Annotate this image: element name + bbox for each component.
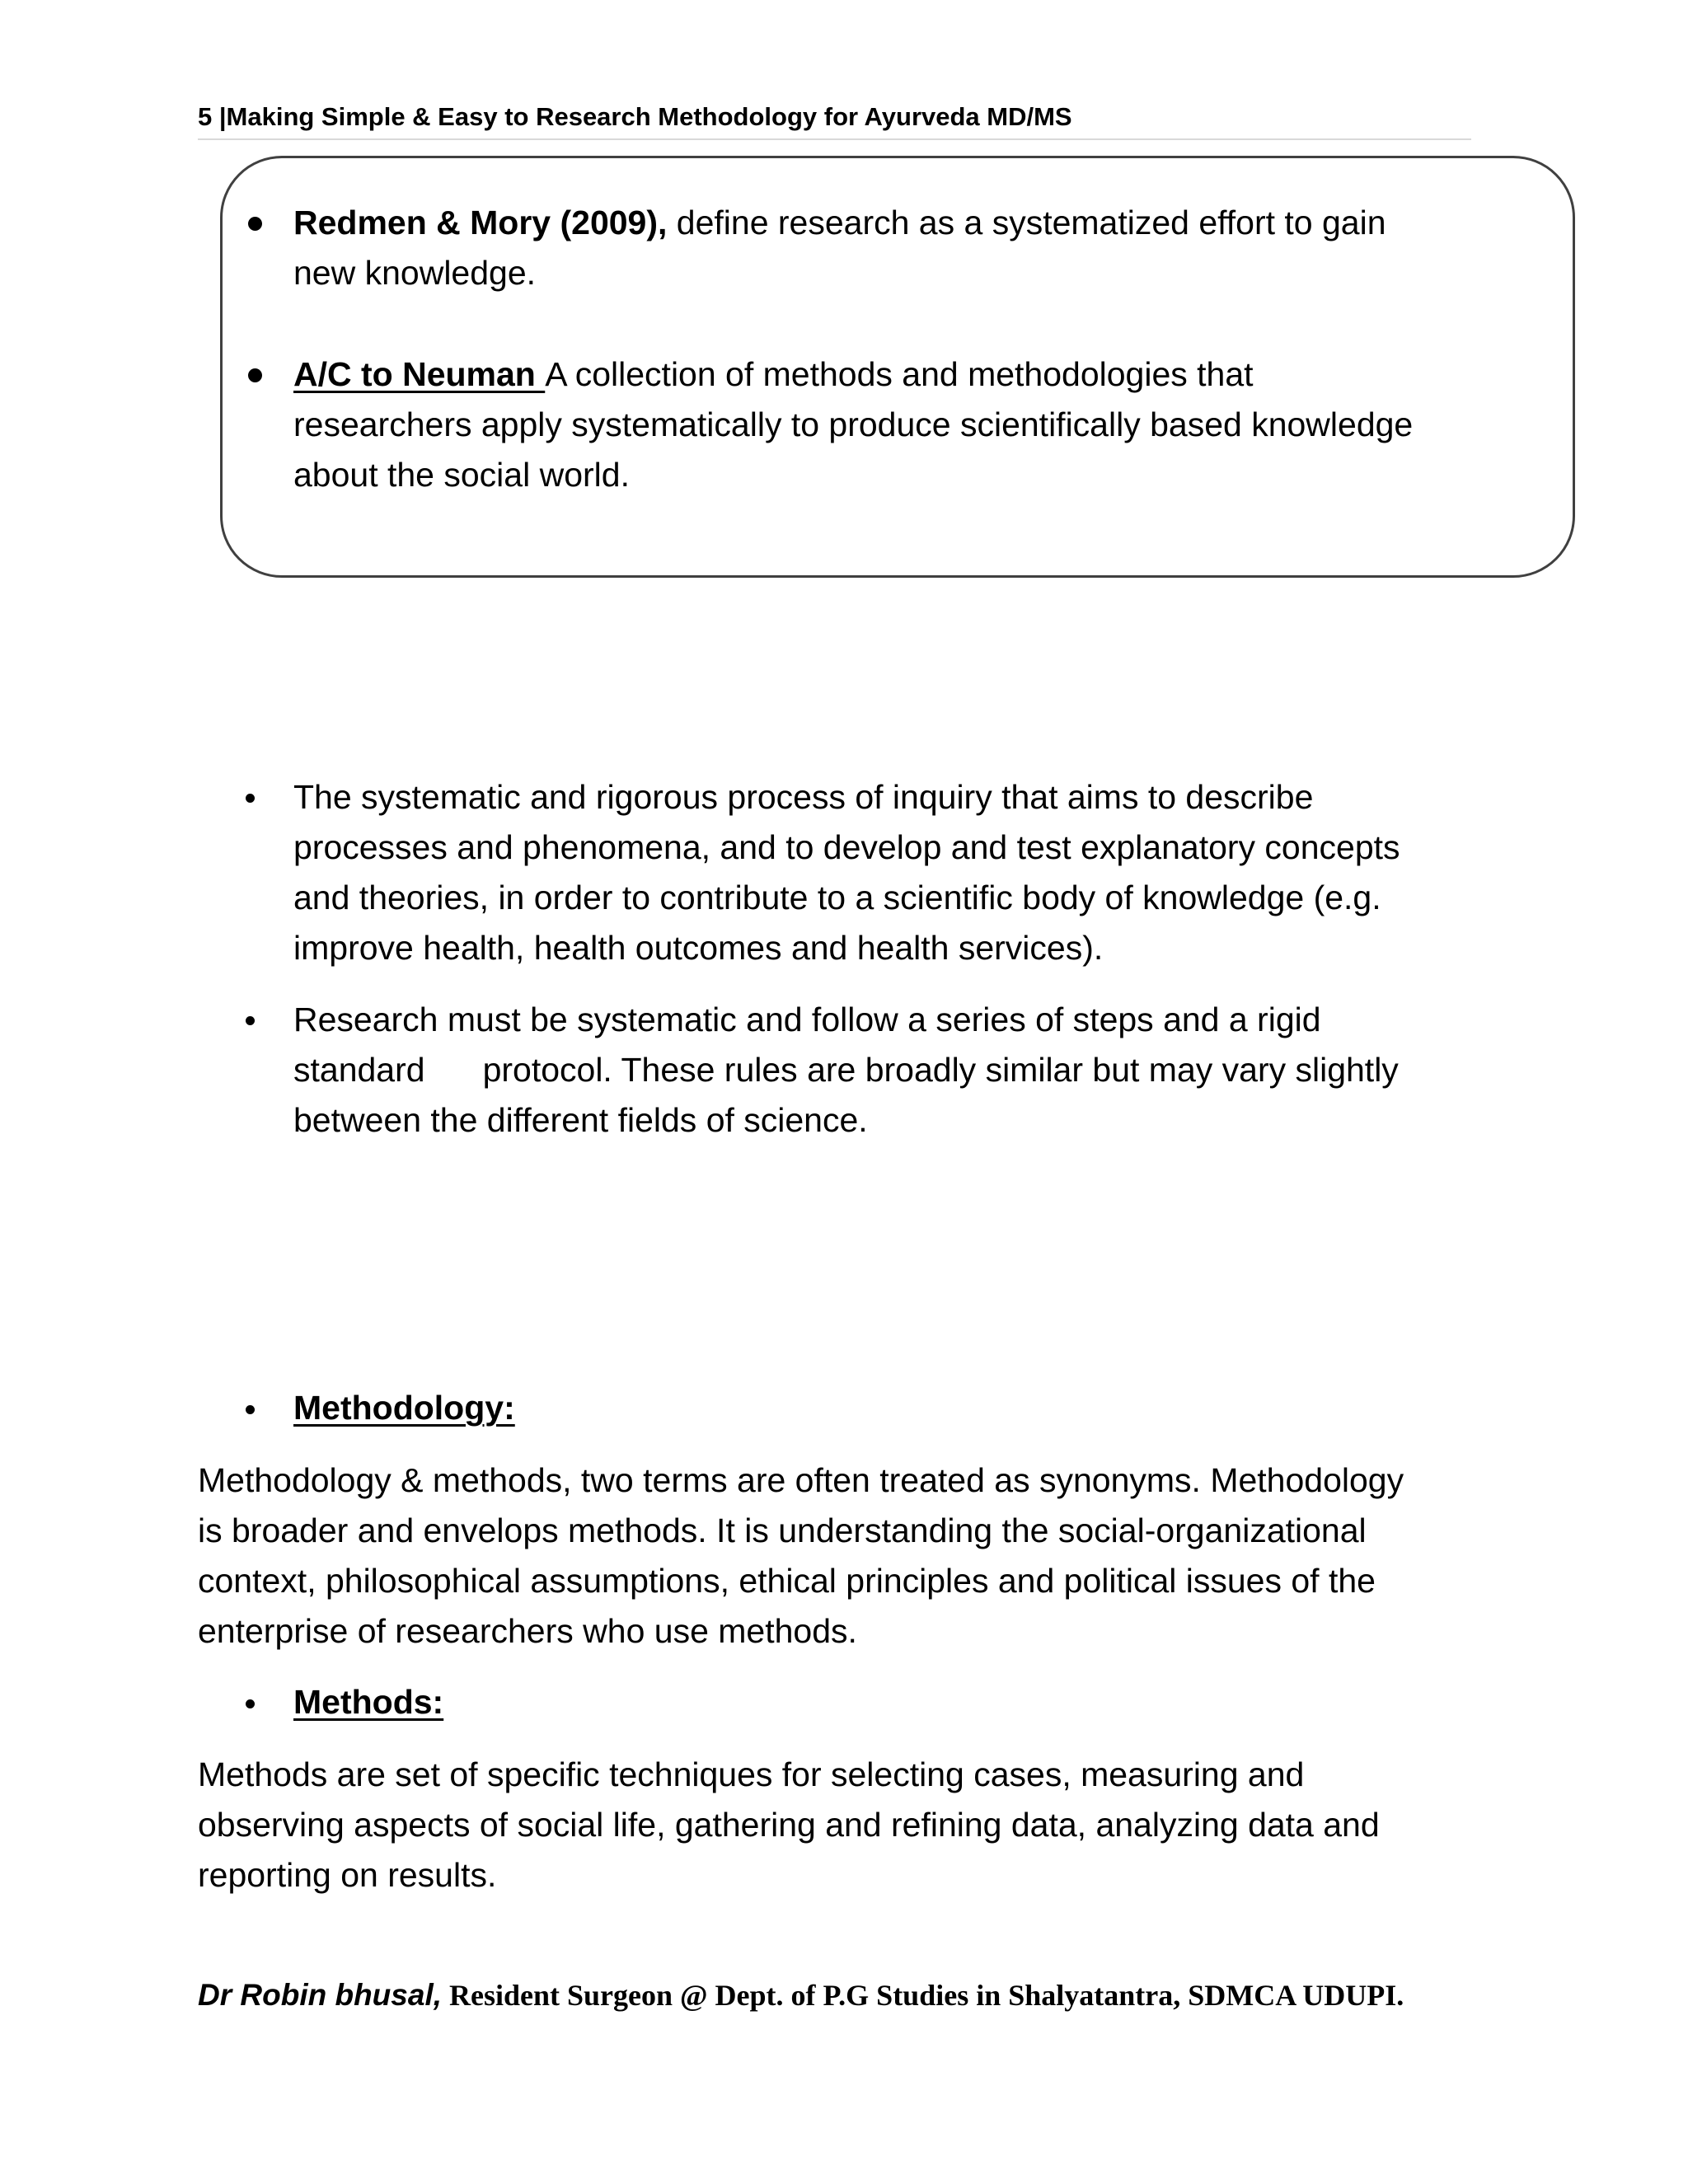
bullet-dot	[246, 794, 255, 803]
page-header: 5 |Making Simple & Easy to Research Methodology for Ayurveda MD/MS	[198, 96, 1471, 140]
text-line: improve health, health outcomes and health services).	[293, 929, 1104, 967]
text-line: Methodology & methods, two terms are often treated as synonyms. Methodology	[198, 1461, 1404, 1499]
text-line: between the different fields of science.	[293, 1101, 868, 1139]
text-line: context, philosophical assumptions, ethical principles and political issues of the	[198, 1562, 1376, 1600]
definition-text: new knowledge.	[293, 254, 537, 292]
methodology-paragraph	[198, 1455, 1404, 1657]
page-footer	[198, 1974, 1404, 2017]
text-line: protocol. These rules are broadly similar but may vary slightly	[482, 1051, 1399, 1089]
definition-lead: A/C to Neuman	[293, 355, 546, 393]
bullet-dot	[248, 217, 262, 231]
text-line: reporting on results.	[198, 1856, 497, 1894]
text-line: observing aspects of social life, gathering and refining data, analyzing data and	[198, 1806, 1380, 1844]
definition-text: define research as a systematized effort to gain	[667, 204, 1386, 241]
bullet-dot	[248, 368, 262, 382]
text-line: is broader and envelops methods. It is understanding the social-organizational	[198, 1511, 1367, 1549]
bullet-dot	[246, 1699, 255, 1708]
definition-neuman	[293, 349, 1413, 500]
text-line: enterprise of researchers who use methods.	[198, 1612, 857, 1650]
author-affiliation: Resident Surgeon @ Dept. of P.G Studies in Shalyatantra, SDMCA UDUPI.	[442, 1979, 1404, 2012]
text-line: Research must be systematic and follow a series of steps and a rigid	[293, 1001, 1321, 1038]
methodology-heading: Methodology:	[293, 1389, 515, 1427]
definition-text: researchers apply systematically to produce scientifically based knowledge	[293, 405, 1414, 443]
text-line: processes and phenomena, and to develop and test explanatory concepts	[293, 828, 1400, 866]
methods-paragraph	[198, 1750, 1380, 1900]
research-point-systematic	[293, 995, 1399, 1146]
text-line: standard	[293, 1051, 425, 1089]
definition-text: about the social world.	[293, 456, 630, 494]
bullet-dot	[246, 1016, 255, 1025]
definition-lead: Redmen & Mory (2009),	[293, 204, 668, 241]
research-point-inquiry	[293, 772, 1400, 973]
author-name: Dr Robin bhusal,	[198, 1978, 442, 2012]
methods-heading: Methods:	[293, 1683, 444, 1721]
definition-text: A collection of methods and methodologies that	[545, 355, 1254, 393]
bullet-dot	[246, 1405, 255, 1414]
text-line: The systematic and rigorous process of inquiry that aims to describe	[293, 778, 1314, 816]
definition-redmen-mory	[293, 198, 1386, 298]
text-line: and theories, in order to contribute to a scientific body of knowledge (e.g.	[293, 879, 1381, 916]
text-line: Methods are set of specific techniques for selecting cases, measuring and	[198, 1755, 1305, 1793]
